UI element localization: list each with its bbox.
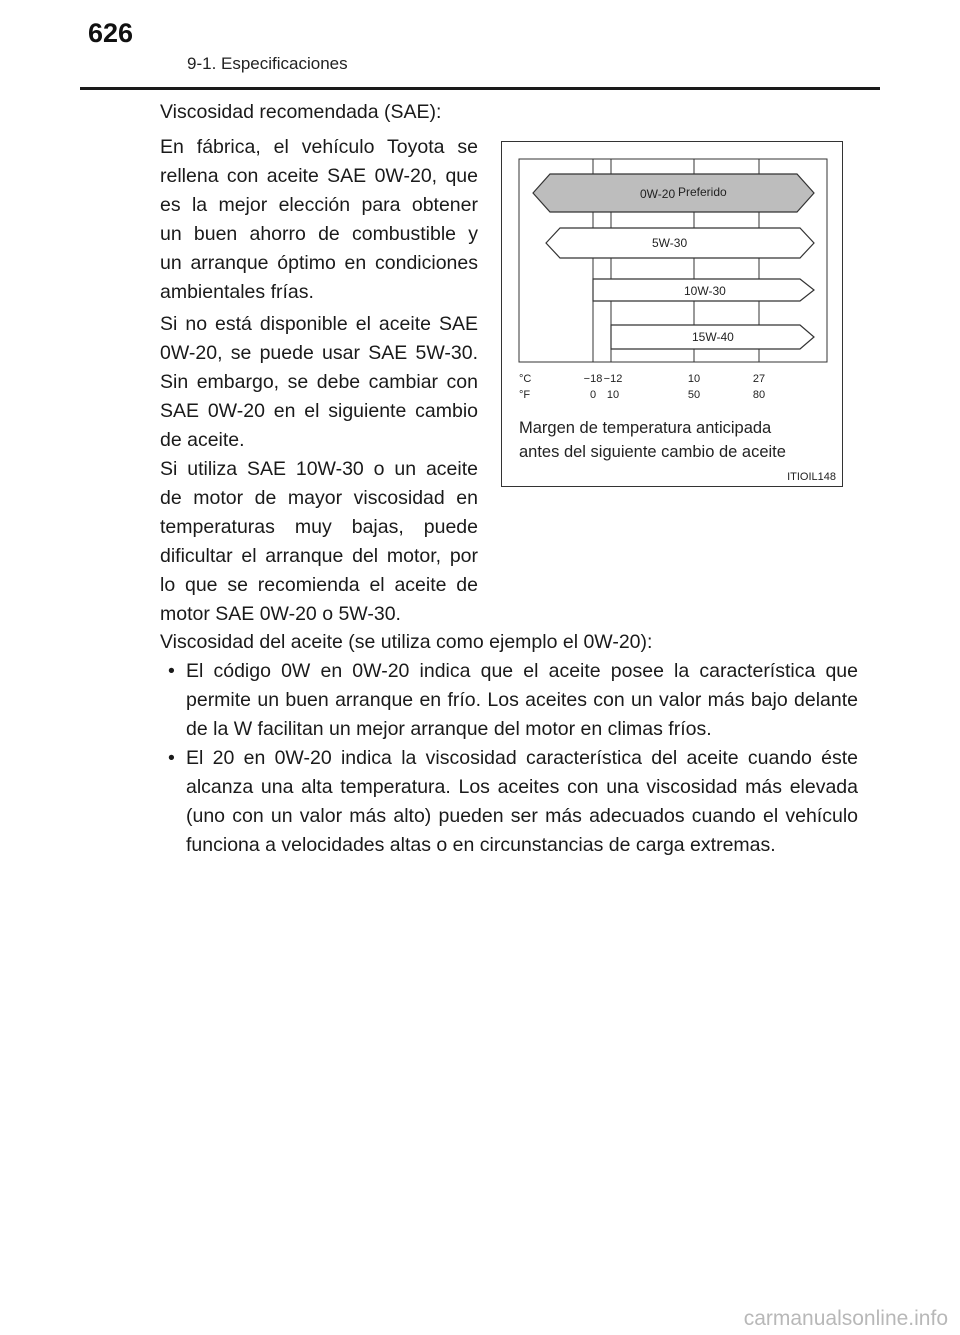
tick-c: −12 bbox=[603, 373, 623, 385]
para2-line: SAE 0W-20 en el siguiente cambio bbox=[160, 400, 478, 422]
oil-10w30-label: 10W-30 bbox=[684, 284, 726, 298]
tick-c: 27 bbox=[752, 373, 766, 385]
bullet-text: El 20 en 0W-20 indica la viscosidad característica del aceite cuando éste alcanza una alta temperatura. Los aceites con una viscosidad más elevada (uno con un valor más alto) pueden ser más adecuados cuando el vehículo funciona a velocidades altas o en circunstancias de carga extremas. bbox=[186, 747, 858, 856]
bullet-text: El código 0W en 0W-20 indica que el aceite posee la característica que permite un buen arranque en frío. Los aceites con un valor más bajo delante de la W facilitan un mejor arranque del motor en climas fríos. bbox=[186, 660, 858, 740]
oil-5w30-label: 5W-30 bbox=[652, 236, 688, 250]
tick-f: 50 bbox=[687, 389, 701, 401]
bullet-symbol: • bbox=[168, 747, 175, 769]
celsius-unit: °C bbox=[519, 373, 532, 385]
paragraph-factory-fill bbox=[160, 133, 478, 307]
header-rule bbox=[80, 87, 880, 90]
para1-line: rellena con aceite SAE 0W-20, que bbox=[160, 165, 478, 187]
oil-0w20-preferred: Preferido bbox=[678, 185, 727, 199]
watermark-text: carmanualsonline.info bbox=[743, 1307, 948, 1330]
paragraph-cold-start-warning bbox=[160, 455, 478, 629]
para2-line: Si no está disponible el aceite SAE bbox=[160, 313, 478, 335]
tick-f: 10 bbox=[606, 389, 620, 401]
caption-line: Margen de temperatura anticipada bbox=[519, 419, 772, 437]
bullet-item bbox=[168, 657, 858, 744]
para1-line: ambientales frías. bbox=[160, 281, 314, 303]
para1-line: un arranque óptimo en condiciones bbox=[160, 252, 478, 274]
para2-line: 0W-20, se puede usar SAE 5W-30. bbox=[160, 342, 478, 364]
tick-c: 10 bbox=[687, 373, 701, 385]
para3-line: temperaturas muy bajas, puede bbox=[160, 516, 478, 538]
para1-line: es la mejor elección para obtener bbox=[160, 194, 478, 216]
tick-c: −18 bbox=[583, 373, 603, 385]
viscosity-intro: Viscosidad del aceite (se utiliza como ejemplo el 0W-20): bbox=[160, 631, 653, 653]
page-number: 626 bbox=[88, 18, 134, 48]
para1-line: un buen ahorro de combustible y bbox=[160, 223, 478, 245]
tick-f: 0 bbox=[589, 389, 597, 401]
para1-line: En fábrica, el vehículo Toyota se bbox=[160, 136, 478, 158]
figure-caption bbox=[519, 416, 786, 464]
section-title: 9-1. Especificaciones bbox=[187, 54, 348, 73]
caption-line: antes del siguiente cambio de aceite bbox=[519, 443, 786, 461]
oil-viscosity-figure bbox=[501, 141, 843, 487]
paragraph-alternative-oil bbox=[160, 310, 478, 455]
fahrenheit-unit: °F bbox=[519, 389, 531, 401]
oil-15w40-label: 15W-40 bbox=[692, 330, 734, 344]
bullet-item bbox=[168, 744, 858, 860]
figure-id: ITIOIL148 bbox=[787, 471, 836, 483]
para3-line: motor SAE 0W-20 o 5W-30. bbox=[160, 603, 401, 625]
tick-f: 80 bbox=[752, 389, 766, 401]
recommended-viscosity-heading: Viscosidad recomendada (SAE): bbox=[160, 101, 442, 123]
para3-line: dificultar el arranque del motor, por bbox=[160, 545, 478, 567]
oil-0w20-label: 0W-20 bbox=[640, 187, 676, 201]
para3-line: Si utiliza SAE 10W-30 o un aceite bbox=[160, 458, 478, 480]
bullet-symbol: • bbox=[168, 660, 175, 682]
para3-line: lo que se recomienda el aceite de bbox=[160, 574, 478, 596]
para2-line: de aceite. bbox=[160, 429, 245, 451]
para3-line: de motor de mayor viscosidad en bbox=[160, 487, 478, 509]
para2-line: Sin embargo, se debe cambiar con bbox=[160, 371, 478, 393]
